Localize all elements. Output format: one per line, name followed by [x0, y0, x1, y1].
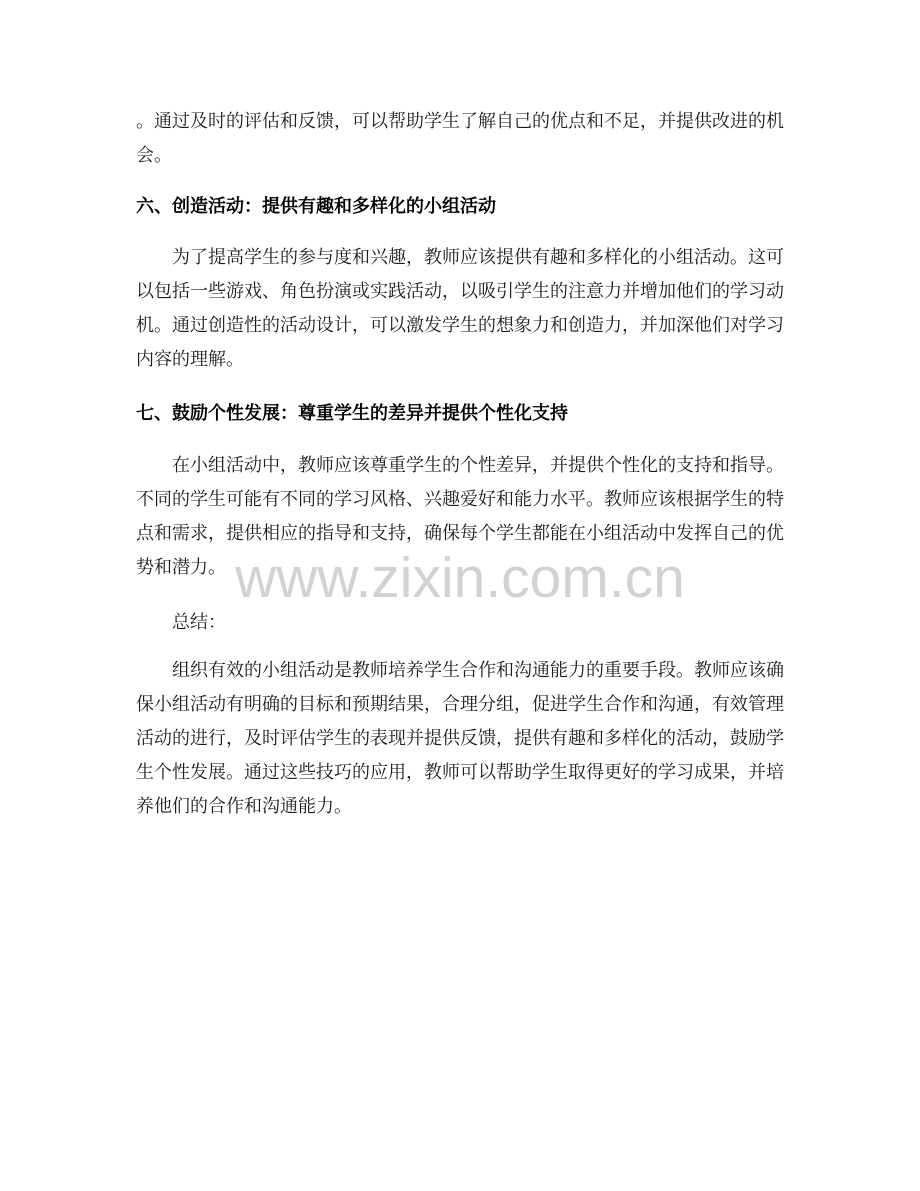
continuation-paragraph: 。通过及时的评估和反馈，可以帮助学生了解自己的优点和不足，并提供改进的机会。: [136, 111, 784, 166]
section-6-body: 为了提高学生的参与度和兴趣，教师应该提供有趣和多样化的小组活动。这可以包括一些游戏、角色扮演或实践活动，以吸引学生的注意力并增加他们的学习动机。通过创造性的活动设计，可以激发学生的想象力和创造力，并加深他们对学习内容的理解。: [136, 247, 784, 370]
section-7-heading: 七、鼓励个性发展：尊重学生的差异并提供个性化支持: [136, 403, 568, 424]
section-6-heading: 六、创造活动：提供有趣和多样化的小组活动: [136, 196, 496, 217]
section-7-body: 在小组活动中，教师应该尊重学生的个性差异，并提供个性化的支持和指导。不同的学生可能有不同的学习风格、兴趣爱好和能力水平。教师应该根据学生的特点和需求，提供相应的指导和支持，确保每个学生都能在小组活动中发挥自己的优势和潜力。: [136, 455, 784, 578]
summary-label: 总结：: [172, 612, 226, 633]
summary-body: 组织有效的小组活动是教师培养学生合作和沟通能力的重要手段。教师应该确保小组活动有明确的目标和预期结果，合理分组，促进学生合作和沟通，有效管理活动的进行，及时评估学生的表现并提供反馈，提供有趣和多样化的活动，鼓励学生个性发展。通过这些技巧的应用，教师可以帮助学生取得更好的学习成果，并培养他们的合作和沟通能力。: [136, 660, 784, 817]
watermark: www.zixin.com.cn: [235, 546, 685, 610]
